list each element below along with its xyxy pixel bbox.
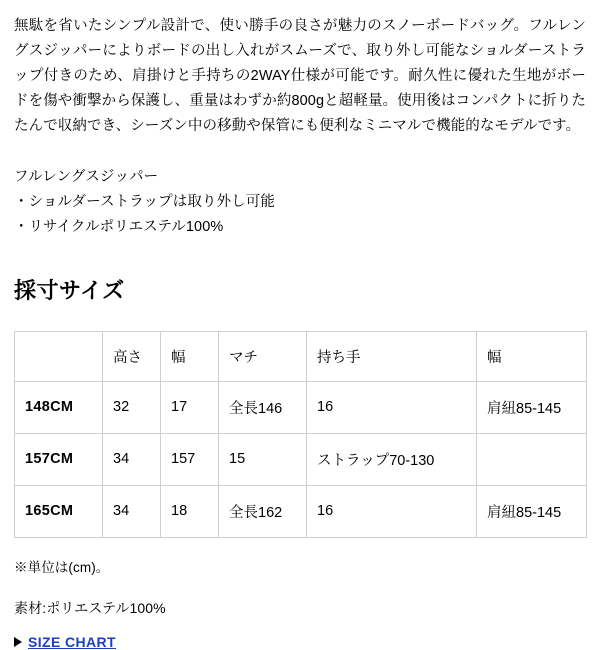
- table-cell: 16: [307, 381, 477, 433]
- size-chart-row: [14, 634, 586, 650]
- material-text: 素材:ポリエステル100%: [14, 599, 166, 616]
- table-header-cell-5: 幅: [477, 331, 587, 381]
- table-header-cell-4: 持ち手: [307, 331, 477, 381]
- table-row: [15, 381, 587, 433]
- table-cell: 16: [307, 485, 477, 537]
- feature-list: [14, 165, 586, 240]
- size-chart-link[interactable]: SIZE CHART: [28, 633, 116, 650]
- product-description: 無駄を省いたシンプル設計で、使い勝手の良さが魅力のスノーボードバッグ。フルレングスジッパーによりボードの出し入れがスムーズで、取り外し可能なショルダーストラップ付きのため、肩掛けと手持ちの2WAY仕様が可能です。耐久性に優れた生地がボードを傷や衝撃から保護し、重量はわずか約800gと超軽量。使用後はコンパクトに折りたたんで収納でき、シーズン中の移動や保管にも便利なミニマルで機能的なモデルです。: [14, 18, 586, 134]
- table-row: [15, 433, 587, 485]
- table-cell: 肩紐85-145: [477, 485, 587, 537]
- table-cell: 32: [103, 381, 161, 433]
- table-header-cell-0: [15, 331, 103, 381]
- size-measurement-table: [14, 331, 587, 538]
- feature-item-2: ・リサイクルポリエステル100%: [14, 218, 224, 235]
- section-heading-measurements: 採寸サイズ: [14, 277, 125, 303]
- table-cell: 34: [103, 485, 161, 537]
- unit-note: ※単位は(cm)。: [14, 559, 110, 575]
- table-cell: ストラップ70-130: [307, 433, 477, 485]
- feature-item-0: フルレングスジッパー: [14, 168, 159, 185]
- table-header-row: [15, 331, 587, 381]
- spacer: [14, 139, 586, 165]
- table-cell: 全長146: [219, 381, 307, 433]
- table-row-label: 148CM: [15, 381, 103, 433]
- table-cell: 15: [219, 433, 307, 485]
- table-cell: 全長162: [219, 485, 307, 537]
- table-cell: 157: [161, 433, 219, 485]
- table-cell: 18: [161, 485, 219, 537]
- table-cell: 肩紐85-145: [477, 381, 587, 433]
- table-header-cell-1: 高さ: [103, 331, 161, 381]
- table-row-label: 165CM: [15, 485, 103, 537]
- table-header-cell-2: 幅: [161, 331, 219, 381]
- table-header-cell-3: マチ: [219, 331, 307, 381]
- feature-item-1: ・ショルダーストラップは取り外し可能: [14, 193, 275, 210]
- table-cell: 17: [161, 381, 219, 433]
- table-row-label: 157CM: [15, 433, 103, 485]
- table-cell: [477, 433, 587, 485]
- table-row: [15, 485, 587, 537]
- triangle-right-icon: [14, 637, 22, 647]
- table-cell: 34: [103, 433, 161, 485]
